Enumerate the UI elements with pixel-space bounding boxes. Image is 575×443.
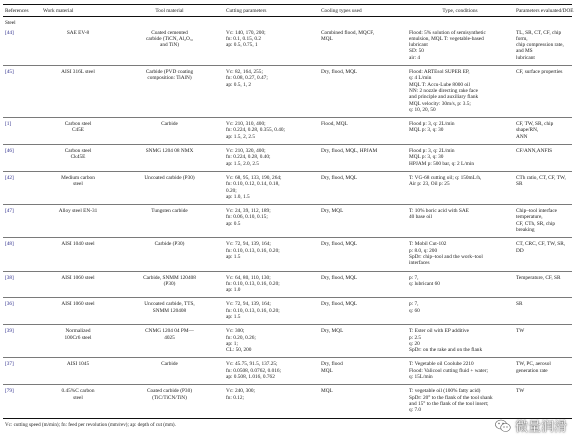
cell-type-conditions: Flood p: 3, q: 2L/min MQL p: 3, q: 30 [407, 118, 514, 145]
cell-parameters-evaluated: Chip–tool interface temperature, CF, CTh, SR, chip breaking [514, 205, 572, 238]
watermark [495, 416, 567, 435]
cell-parameters-evaluated: Temperature, CF, SR [514, 271, 572, 298]
cell-parameters-evaluated: TW [514, 385, 572, 418]
cell-type-conditions: p: 7, q: 60 [407, 298, 514, 325]
section-row [3, 17, 572, 27]
cell-type-conditions: T: Mobil Cut-102 p: 8.0, q: 200 SpDr: chip–tool and the work–tool interfaces [407, 238, 514, 271]
table-row [3, 66, 572, 118]
cell-cutting-parameters: Vc: 210, 310, 400; fn: 0.224, 0.28, 0.355, 0.40; ap: 1.5, 2, 2.5 [224, 118, 319, 145]
cell-cooling-types: Dry, flood, MQL [319, 171, 407, 204]
table-row [3, 27, 572, 66]
table-header-row [3, 5, 572, 17]
cell-tool-material: Carbide (PVD coating composition: TiAlN) [116, 66, 224, 118]
table-row [3, 385, 572, 418]
cell-parameters-evaluated: TW [514, 325, 572, 358]
table-row [3, 145, 572, 172]
cell-type-conditions: T: vegetable oil (100% fatty acid) SpDr: 20° to the flank of the tool shank and 15° to the flank of the tool insert; q: 7.0 [407, 385, 514, 418]
cell-work-material: SAE EV-8 [41, 27, 116, 66]
cell-parameters-evaluated: CF, TW, SR, chip shape/RN, ANN [514, 118, 572, 145]
table-row [3, 118, 572, 145]
cell-reference: [48] [3, 238, 41, 271]
cell-cutting-parameters: Vc: 68, 95, 133, 190, 264; fn: 0.10, 0.12, 0.14, 0.18, 0.20; ap: 1.0, 1.5 [224, 171, 319, 204]
cell-cutting-parameters: Vc: 64, 80, 110, 130; fn: 0.10, 0.13, 0.16, 0.20; ap: 1.0 [224, 271, 319, 298]
table-row [3, 171, 572, 204]
cell-work-material: AISI 316L steel [41, 66, 116, 118]
cell-cutting-parameters: Vc: 72, 94, 139, 164; fn: 0.10, 0.13, 0.16, 0.20; ap: 1.5 [224, 238, 319, 271]
cell-reference: [42] [3, 171, 41, 204]
cell-cooling-types: Dry, flood, MQL [319, 298, 407, 325]
cell-cutting-parameters: Vc: 240, 300; fn: 0.12; [224, 385, 319, 418]
cell-tool-material: Carbide (P30) [116, 238, 224, 271]
cell-cooling-types: Dry, flood MQL [319, 358, 407, 385]
cell-cutting-parameters: Vc: 300; fn: 0.20, 0.26; ap: 1; CL: 50, 200 [224, 325, 319, 358]
cell-parameters-evaluated: TL, SR, CT, CF, chip form, chip compression rate, and MS lubricant [514, 27, 572, 66]
table-row [3, 325, 572, 358]
cell-tool-material: Carbide [116, 118, 224, 145]
cell-reference: [79] [3, 385, 41, 418]
cell-cooling-types: Dry, MQL [319, 325, 407, 358]
table-row [3, 358, 572, 385]
cell-cooling-types: Flood, MQL [319, 118, 407, 145]
cell-cooling-types: Dry, flood, MQL [319, 238, 407, 271]
cell-tool-material: Coated carbide (P30) (TiC/TiCN/TiN) [116, 385, 224, 418]
cell-reference: [39] [3, 325, 41, 358]
cell-tool-material: Uncoated carbide (P30) [116, 171, 224, 204]
header-parameters-evaluated: Parameters evaluated/DOE [514, 5, 572, 17]
cell-work-material: Normalized 100Cr6 steel [41, 325, 116, 358]
cell-parameters-evaluated: SR [514, 298, 572, 325]
cell-work-material: AISI 1060 steel [41, 271, 116, 298]
cell-tool-material: Carbide [116, 358, 224, 385]
cell-parameters-evaluated: CT, CRC, CF, TW, SR, DD [514, 238, 572, 271]
cell-tool-material: Carbide, SNMM 120408 (P30) [116, 271, 224, 298]
parameters-table [3, 4, 572, 419]
cell-type-conditions: T: Vegetable oil Coolube 2210 Flood: Valicool cutting fluid + water; q: 15L/min [407, 358, 514, 385]
watermark-text: 微量润滑 [514, 420, 567, 435]
cell-cooling-types: Dry, flood, MQL, HPJAM [319, 145, 407, 172]
cell-type-conditions: Flood: 5% solution of semisynthetic emulsion, MQL T: vegetable-based lubricant SD: 50 air: 4 [407, 27, 514, 66]
cell-type-conditions: p: 7, q: lubricant 60 [407, 271, 514, 298]
header-cooling-types: Cooling types used [319, 5, 407, 17]
cell-cooling-types: Dry, MQL [319, 205, 407, 238]
cell-work-material: AISI 1040 steel [41, 238, 116, 271]
cell-parameters-evaluated: CF/ANN,ANFIS [514, 145, 572, 172]
header-type-conditions: Type, conditions [407, 5, 514, 17]
cell-reference: [36] [3, 298, 41, 325]
cell-type-conditions: T: VG-68 cutting oil; q: 150mL/h, Air p: 23, Oil p: 25 [407, 171, 514, 204]
cell-work-material: Carbon steel C45E [41, 118, 116, 145]
cell-reference: [1] [3, 118, 41, 145]
cell-cutting-parameters: Vc: 72, 94, 139, 164; fn: 0.10, 0.13, 0.16, 0.20; ap: 1.5 [224, 298, 319, 325]
cell-cooling-types: Dry, flood, MQL [319, 66, 407, 118]
cell-work-material: AISI 1060 steel [41, 298, 116, 325]
section-label: Steel [5, 20, 16, 27]
table-footnote: Vc: cutting speed (m/min); fn: feed per revolution (mm/rev); ap: depth of cut (mm). [5, 421, 176, 428]
cell-cutting-parameters: Vc: 210, 320, 400; fn: 0.224, 0.28, 0.40; ap: 1.5, 2.0, 2.5 [224, 145, 319, 172]
document [3, 4, 572, 428]
header-references: References [3, 5, 41, 17]
cell-reference: [37] [3, 358, 41, 385]
cell-parameters-evaluated: TW, PC, aerosol generation rate [514, 358, 572, 385]
cell-work-material: AISI 1045 [41, 358, 116, 385]
wechat-icon [495, 419, 511, 433]
table-row [3, 238, 572, 271]
cell-type-conditions: T: Ester oil with EP additive p: 2.5 q: 20 SpDr: on the rake and on the flank [407, 325, 514, 358]
cell-parameters-evaluated: CTh ratio, CT, CF, TW, SR [514, 171, 572, 204]
cell-tool-material: CNMG 1204 04 PM— 4025 [116, 325, 224, 358]
cell-type-conditions: T: 10% boric acid with SAE 40 base oil [407, 205, 514, 238]
table-row [3, 205, 572, 238]
cell-tool-material: Coated cemented carbide (TiCN, Al₂O₃, and TiN) [116, 27, 224, 66]
cell-cooling-types: MQL [319, 385, 407, 418]
cell-cutting-parameters: Vc: 82, 164, 255; fn: 0.08, 0.27, 0.47; ap: 0.5, 1, 2 [224, 66, 319, 118]
cell-work-material: Medium carbon steel [41, 171, 116, 204]
cell-cooling-types: Combined flood, MQCF, MQL [319, 27, 407, 66]
cell-reference: [46] [3, 145, 41, 172]
cell-reference: [47] [3, 205, 41, 238]
cell-reference: [44] [3, 27, 41, 66]
header-work-material: Work material [41, 5, 116, 17]
cell-cutting-parameters: Vc: 24, 39, 112, 189; fn: 0.06, 0.10, 0.15; ap: 0.5 [224, 205, 319, 238]
cell-reference: [38] [3, 271, 41, 298]
cell-tool-material: Uncoated carbide, TTS, SNMM 120408 [116, 298, 224, 325]
cell-tool-material: SNMG 1204 08 NMX [116, 145, 224, 172]
cell-reference: [45] [3, 66, 41, 118]
cell-tool-material: Tungsten carbide [116, 205, 224, 238]
table-row [3, 271, 572, 298]
table-row [3, 298, 572, 325]
cell-type-conditions: Flood: ARTEsol SUPER EP, q: 4 L/min MQL T: Accu-Lube 8000 oil NN: 2 nozzle directing rake face and principle and auxiliary flank MQL velocity: 30m/s, p: 3.5; q: 10, 20, 50 [407, 66, 514, 118]
header-tool-material: Tool material [116, 5, 224, 17]
cell-parameters-evaluated: CF, surface properties [514, 66, 572, 118]
cell-work-material: 0.45%C carbon steel [41, 385, 116, 418]
cell-work-material: Alloy steel EN-31 [41, 205, 116, 238]
cell-work-material: Carbon steel Ck45E [41, 145, 116, 172]
cell-cutting-parameters: Vc: 140, 170, 200; fn: 0.1, 0.15, 0.2 ap: 0.5, 0.75, 1 [224, 27, 319, 66]
header-cutting-parameters: Cutting parameters [224, 5, 319, 17]
cell-cutting-parameters: Vc: 45.75, 91.5, 137.25; fn: 0.0508, 0.0762, 0.016; ap: 0.508, 1.016, 0.762 [224, 358, 319, 385]
cell-type-conditions: Flood p: 3, q: 2L/min MQL p: 3, q: 30 HPJAM p: 500 bar, q: 2 L/min [407, 145, 514, 172]
cell-cooling-types: Dry, flood, MQL [319, 271, 407, 298]
